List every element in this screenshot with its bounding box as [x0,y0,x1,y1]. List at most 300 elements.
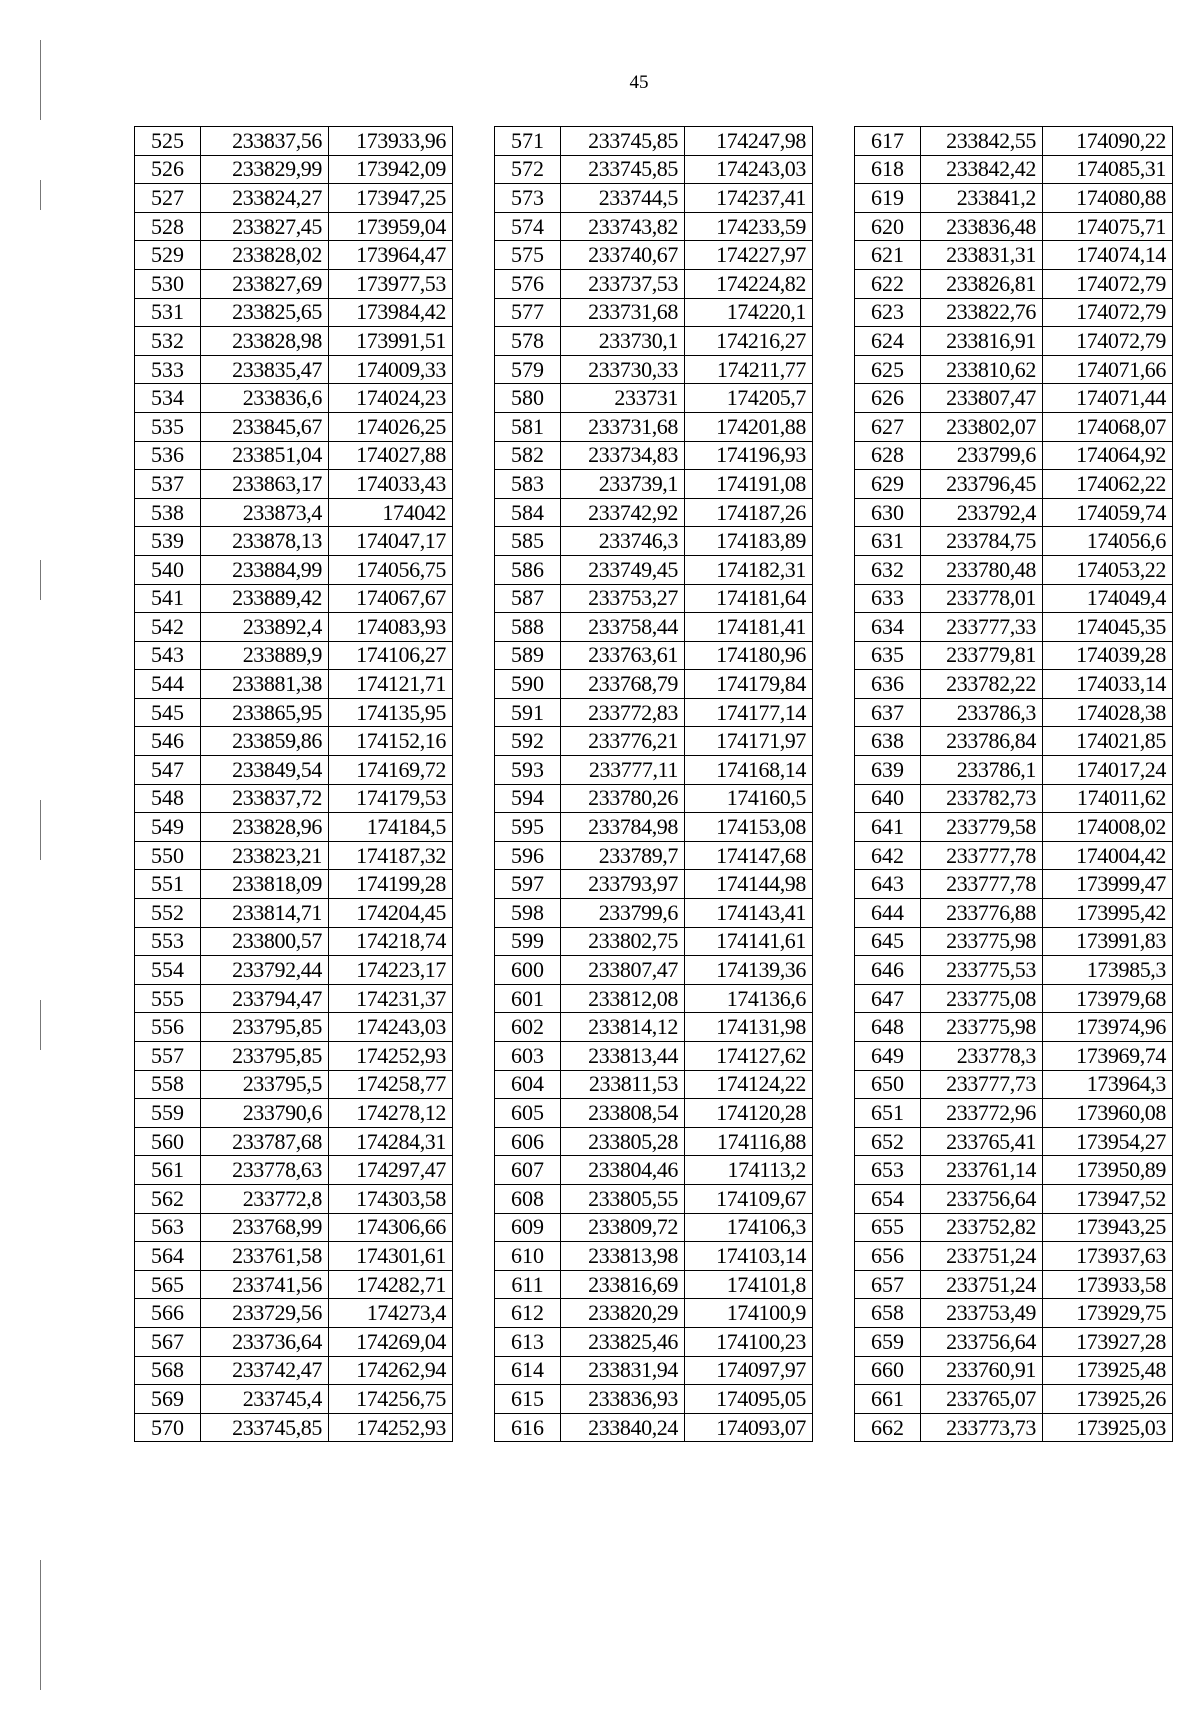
table-row [495,1299,813,1328]
table-row [135,841,453,870]
coordinates-table-3 [854,126,1173,1442]
point-number-cell: 550 [135,841,201,870]
y-coordinate-cell: 173964,3 [1043,1070,1173,1099]
x-coordinate-cell: 233828,98 [201,327,329,356]
x-coordinate-cell: 233849,54 [201,756,329,785]
y-coordinate-cell: 174256,75 [329,1385,453,1414]
table-row [135,784,453,813]
x-coordinate-cell: 233841,2 [921,184,1043,213]
table-row [495,555,813,584]
y-coordinate-cell: 174106,27 [329,641,453,670]
point-number-cell: 562 [135,1184,201,1213]
table-row [135,327,453,356]
margin-mark [40,800,41,860]
x-coordinate-cell: 233768,99 [201,1213,329,1242]
point-number-cell: 529 [135,241,201,270]
table-row [495,212,813,241]
x-coordinate-cell: 233746,3 [561,527,685,556]
point-number-cell: 655 [855,1213,921,1242]
point-number-cell: 661 [855,1385,921,1414]
point-number-cell: 568 [135,1356,201,1385]
x-coordinate-cell: 233786,3 [921,698,1043,727]
x-coordinate-cell: 233831,94 [561,1356,685,1385]
y-coordinate-cell: 174187,32 [329,841,453,870]
x-coordinate-cell: 233863,17 [201,470,329,499]
table-row [135,470,453,499]
table-row [495,956,813,985]
table-row [135,127,453,156]
x-coordinate-cell: 233837,56 [201,127,329,156]
y-coordinate-cell: 174184,5 [329,813,453,842]
x-coordinate-cell: 233745,85 [201,1413,329,1442]
table-row [855,1299,1173,1328]
y-coordinate-cell: 173991,51 [329,327,453,356]
x-coordinate-cell: 233761,14 [921,1156,1043,1185]
x-coordinate-cell: 233758,44 [561,613,685,642]
y-coordinate-cell: 174124,22 [685,1070,813,1099]
point-number-cell: 581 [495,412,561,441]
point-number-cell: 633 [855,584,921,613]
y-coordinate-cell: 174135,95 [329,698,453,727]
table-row [855,384,1173,413]
table-row [495,670,813,699]
table-row [855,870,1173,899]
x-coordinate-cell: 233745,4 [201,1385,329,1414]
point-number-cell: 638 [855,727,921,756]
x-coordinate-cell: 233780,26 [561,784,685,813]
point-number-cell: 640 [855,784,921,813]
x-coordinate-cell: 233840,24 [561,1413,685,1442]
table-row [495,813,813,842]
table-row [855,269,1173,298]
y-coordinate-cell: 174067,67 [329,584,453,613]
table-row [855,899,1173,928]
y-coordinate-cell: 174028,38 [1043,698,1173,727]
x-coordinate-cell: 233820,29 [561,1299,685,1328]
y-coordinate-cell: 174011,62 [1043,784,1173,813]
table-row [495,1099,813,1128]
y-coordinate-cell: 174182,31 [685,555,813,584]
x-coordinate-cell: 233889,42 [201,584,329,613]
table-row [495,1013,813,1042]
x-coordinate-cell: 233773,73 [921,1413,1043,1442]
table-row [135,1270,453,1299]
y-coordinate-cell: 174100,9 [685,1299,813,1328]
table-row [855,1070,1173,1099]
x-coordinate-cell: 233805,28 [561,1127,685,1156]
point-number-cell: 627 [855,412,921,441]
y-coordinate-cell: 173947,52 [1043,1184,1173,1213]
y-coordinate-cell: 174243,03 [685,155,813,184]
x-coordinate-cell: 233809,72 [561,1213,685,1242]
table-row [495,1156,813,1185]
y-coordinate-cell: 174085,31 [1043,155,1173,184]
point-number-cell: 656 [855,1242,921,1271]
table-row [855,1385,1173,1414]
point-number-cell: 535 [135,412,201,441]
x-coordinate-cell: 233851,04 [201,441,329,470]
x-coordinate-cell: 233742,47 [201,1356,329,1385]
x-coordinate-cell: 233873,4 [201,498,329,527]
point-number-cell: 628 [855,441,921,470]
table-row [135,1413,453,1442]
y-coordinate-cell: 174205,7 [685,384,813,413]
y-coordinate-cell: 174033,14 [1043,670,1173,699]
point-number-cell: 548 [135,784,201,813]
point-number-cell: 527 [135,184,201,213]
y-coordinate-cell: 174237,41 [685,184,813,213]
x-coordinate-cell: 233836,6 [201,384,329,413]
point-number-cell: 651 [855,1099,921,1128]
point-number-cell: 615 [495,1385,561,1414]
x-coordinate-cell: 233765,07 [921,1385,1043,1414]
y-coordinate-cell: 174223,17 [329,956,453,985]
point-number-cell: 543 [135,641,201,670]
table-row [135,670,453,699]
table-row [855,1270,1173,1299]
point-number-cell: 653 [855,1156,921,1185]
x-coordinate-cell: 233743,82 [561,212,685,241]
table-row [135,412,453,441]
table-row [855,1242,1173,1271]
y-coordinate-cell: 174183,89 [685,527,813,556]
point-number-cell: 660 [855,1356,921,1385]
table-row [495,784,813,813]
y-coordinate-cell: 173979,68 [1043,984,1173,1013]
point-number-cell: 570 [135,1413,201,1442]
point-number-cell: 557 [135,1042,201,1071]
point-number-cell: 608 [495,1184,561,1213]
table-row [495,184,813,213]
x-coordinate-cell: 233777,11 [561,756,685,785]
x-coordinate-cell: 233740,67 [561,241,685,270]
table-row [135,927,453,956]
x-coordinate-cell: 233775,98 [921,927,1043,956]
table-row [855,927,1173,956]
table-row [855,1184,1173,1213]
point-number-cell: 646 [855,956,921,985]
point-number-cell: 531 [135,298,201,327]
table-row [135,441,453,470]
y-coordinate-cell: 173933,96 [329,127,453,156]
y-coordinate-cell: 174113,2 [685,1156,813,1185]
x-coordinate-cell: 233731,68 [561,298,685,327]
table-row [135,155,453,184]
table-row [495,384,813,413]
y-coordinate-cell: 174045,35 [1043,613,1173,642]
table-row [495,1327,813,1356]
point-number-cell: 604 [495,1070,561,1099]
point-number-cell: 598 [495,899,561,928]
x-coordinate-cell: 233807,47 [561,956,685,985]
y-coordinate-cell: 174180,96 [685,641,813,670]
x-coordinate-cell: 233881,38 [201,670,329,699]
y-coordinate-cell: 173925,03 [1043,1413,1173,1442]
point-number-cell: 620 [855,212,921,241]
point-number-cell: 603 [495,1042,561,1071]
table-row [135,298,453,327]
table-row [855,841,1173,870]
y-coordinate-cell: 174258,77 [329,1070,453,1099]
table-row [135,241,453,270]
point-number-cell: 635 [855,641,921,670]
x-coordinate-cell: 233796,45 [921,470,1043,499]
y-coordinate-cell: 173964,47 [329,241,453,270]
x-coordinate-cell: 233745,85 [561,127,685,156]
table-row [495,527,813,556]
y-coordinate-cell: 174071,44 [1043,384,1173,413]
x-coordinate-cell: 233878,13 [201,527,329,556]
table-row [135,698,453,727]
y-coordinate-cell: 173925,48 [1043,1356,1173,1385]
y-coordinate-cell: 174269,04 [329,1327,453,1356]
x-coordinate-cell: 233802,07 [921,412,1043,441]
point-number-cell: 595 [495,813,561,842]
table-row [135,956,453,985]
table-row [855,1213,1173,1242]
y-coordinate-cell: 173999,47 [1043,870,1173,899]
x-coordinate-cell: 233782,22 [921,670,1043,699]
x-coordinate-cell: 233772,8 [201,1184,329,1213]
x-coordinate-cell: 233730,1 [561,327,685,356]
x-coordinate-cell: 233731 [561,384,685,413]
y-coordinate-cell: 174171,97 [685,727,813,756]
point-number-cell: 607 [495,1156,561,1185]
table-row [495,1213,813,1242]
x-coordinate-cell: 233805,55 [561,1184,685,1213]
y-coordinate-cell: 174053,22 [1043,555,1173,584]
table-row [855,1099,1173,1128]
x-coordinate-cell: 233765,41 [921,1127,1043,1156]
table-row [135,384,453,413]
table-row [495,412,813,441]
table-row [495,241,813,270]
point-number-cell: 587 [495,584,561,613]
table-row [855,670,1173,699]
point-number-cell: 654 [855,1184,921,1213]
table-row [135,1385,453,1414]
table-row [135,498,453,527]
x-coordinate-cell: 233780,48 [921,555,1043,584]
point-number-cell: 645 [855,927,921,956]
y-coordinate-cell: 174153,08 [685,813,813,842]
point-number-cell: 649 [855,1042,921,1071]
table-row [495,441,813,470]
y-coordinate-cell: 174024,23 [329,384,453,413]
table-row [135,641,453,670]
x-coordinate-cell: 233807,47 [921,384,1043,413]
point-number-cell: 610 [495,1242,561,1271]
x-coordinate-cell: 233842,55 [921,127,1043,156]
point-number-cell: 571 [495,127,561,156]
x-coordinate-cell: 233763,61 [561,641,685,670]
y-coordinate-cell: 174231,37 [329,984,453,1013]
x-coordinate-cell: 233842,42 [921,155,1043,184]
table-row [855,527,1173,556]
y-coordinate-cell: 174139,36 [685,956,813,985]
table-row [855,613,1173,642]
y-coordinate-cell: 174009,33 [329,355,453,384]
table-row [495,1070,813,1099]
y-coordinate-cell: 174252,93 [329,1042,453,1071]
y-coordinate-cell: 174064,92 [1043,441,1173,470]
table-row [495,127,813,156]
x-coordinate-cell: 233756,64 [921,1184,1043,1213]
x-coordinate-cell: 233794,47 [201,984,329,1013]
table-row [855,584,1173,613]
table-row [135,1356,453,1385]
y-coordinate-cell: 174273,4 [329,1299,453,1328]
x-coordinate-cell: 233777,78 [921,841,1043,870]
y-coordinate-cell: 174109,67 [685,1184,813,1213]
point-number-cell: 642 [855,841,921,870]
point-number-cell: 594 [495,784,561,813]
point-number-cell: 588 [495,613,561,642]
table-row [135,1184,453,1213]
y-coordinate-cell: 174042 [329,498,453,527]
y-coordinate-cell: 173947,25 [329,184,453,213]
x-coordinate-cell: 233751,24 [921,1242,1043,1271]
x-coordinate-cell: 233778,3 [921,1042,1043,1071]
point-number-cell: 589 [495,641,561,670]
point-number-cell: 616 [495,1413,561,1442]
table-row [135,1213,453,1242]
y-coordinate-cell: 174179,84 [685,670,813,699]
y-coordinate-cell: 174049,4 [1043,584,1173,613]
table-row [495,1184,813,1213]
y-coordinate-cell: 174284,31 [329,1127,453,1156]
y-coordinate-cell: 174204,45 [329,899,453,928]
y-coordinate-cell: 174303,58 [329,1184,453,1213]
x-coordinate-cell: 233786,1 [921,756,1043,785]
point-number-cell: 657 [855,1270,921,1299]
y-coordinate-cell: 174059,74 [1043,498,1173,527]
x-coordinate-cell: 233795,5 [201,1070,329,1099]
point-number-cell: 565 [135,1270,201,1299]
x-coordinate-cell: 233813,44 [561,1042,685,1071]
table-row [135,212,453,241]
y-coordinate-cell: 174278,12 [329,1099,453,1128]
y-coordinate-cell: 174116,88 [685,1127,813,1156]
table-row [495,298,813,327]
x-coordinate-cell: 233835,47 [201,355,329,384]
table-row [855,1327,1173,1356]
x-coordinate-cell: 233825,65 [201,298,329,327]
table-row [135,184,453,213]
table-row [135,1013,453,1042]
x-coordinate-cell: 233772,83 [561,698,685,727]
point-number-cell: 564 [135,1242,201,1271]
y-coordinate-cell: 174177,14 [685,698,813,727]
x-coordinate-cell: 233814,71 [201,899,329,928]
table-row [135,584,453,613]
point-number-cell: 648 [855,1013,921,1042]
y-coordinate-cell: 174075,71 [1043,212,1173,241]
table-row [495,1413,813,1442]
table-row [135,613,453,642]
y-coordinate-cell: 174039,28 [1043,641,1173,670]
x-coordinate-cell: 233814,12 [561,1013,685,1042]
x-coordinate-cell: 233859,86 [201,727,329,756]
y-coordinate-cell: 174199,28 [329,870,453,899]
point-number-cell: 605 [495,1099,561,1128]
table-row [495,899,813,928]
table-row [135,1327,453,1356]
point-number-cell: 622 [855,269,921,298]
y-coordinate-cell: 174216,27 [685,327,813,356]
x-coordinate-cell: 233828,96 [201,813,329,842]
point-number-cell: 528 [135,212,201,241]
table-row [855,727,1173,756]
point-number-cell: 596 [495,841,561,870]
y-coordinate-cell: 174243,03 [329,1013,453,1042]
point-number-cell: 537 [135,470,201,499]
point-number-cell: 626 [855,384,921,413]
x-coordinate-cell: 233736,64 [201,1327,329,1356]
table-row [135,1299,453,1328]
y-coordinate-cell: 174168,14 [685,756,813,785]
point-number-cell: 542 [135,613,201,642]
point-number-cell: 561 [135,1156,201,1185]
point-number-cell: 546 [135,727,201,756]
y-coordinate-cell: 174027,88 [329,441,453,470]
point-number-cell: 560 [135,1127,201,1156]
table-row [135,527,453,556]
point-number-cell: 623 [855,298,921,327]
x-coordinate-cell: 233778,01 [921,584,1043,613]
table-row [855,555,1173,584]
table-row [855,1413,1173,1442]
table-row [495,155,813,184]
table-row [495,327,813,356]
y-coordinate-cell: 174218,74 [329,927,453,956]
table-row [855,470,1173,499]
table-row [495,269,813,298]
point-number-cell: 631 [855,527,921,556]
y-coordinate-cell: 174247,98 [685,127,813,156]
table-row [855,298,1173,327]
x-coordinate-cell: 233845,67 [201,412,329,441]
y-coordinate-cell: 174103,14 [685,1242,813,1271]
x-coordinate-cell: 233776,88 [921,899,1043,928]
point-number-cell: 658 [855,1299,921,1328]
y-coordinate-cell: 173929,75 [1043,1299,1173,1328]
point-number-cell: 532 [135,327,201,356]
point-number-cell: 536 [135,441,201,470]
x-coordinate-cell: 233808,54 [561,1099,685,1128]
point-number-cell: 619 [855,184,921,213]
y-coordinate-cell: 174080,88 [1043,184,1173,213]
margin-mark [40,1000,41,1050]
point-number-cell: 606 [495,1127,561,1156]
table-row [135,1127,453,1156]
table-row [855,956,1173,985]
margin-mark [40,1560,41,1690]
x-coordinate-cell: 233761,58 [201,1242,329,1271]
table-row [855,698,1173,727]
y-coordinate-cell: 174131,98 [685,1013,813,1042]
point-number-cell: 617 [855,127,921,156]
point-number-cell: 644 [855,899,921,928]
y-coordinate-cell: 174252,93 [329,1413,453,1442]
x-coordinate-cell: 233837,72 [201,784,329,813]
coordinates-table-1 [134,126,453,1442]
y-coordinate-cell: 174008,02 [1043,813,1173,842]
table-row [495,870,813,899]
y-coordinate-cell: 174074,14 [1043,241,1173,270]
y-coordinate-cell: 174187,26 [685,498,813,527]
table-row [135,1242,453,1271]
